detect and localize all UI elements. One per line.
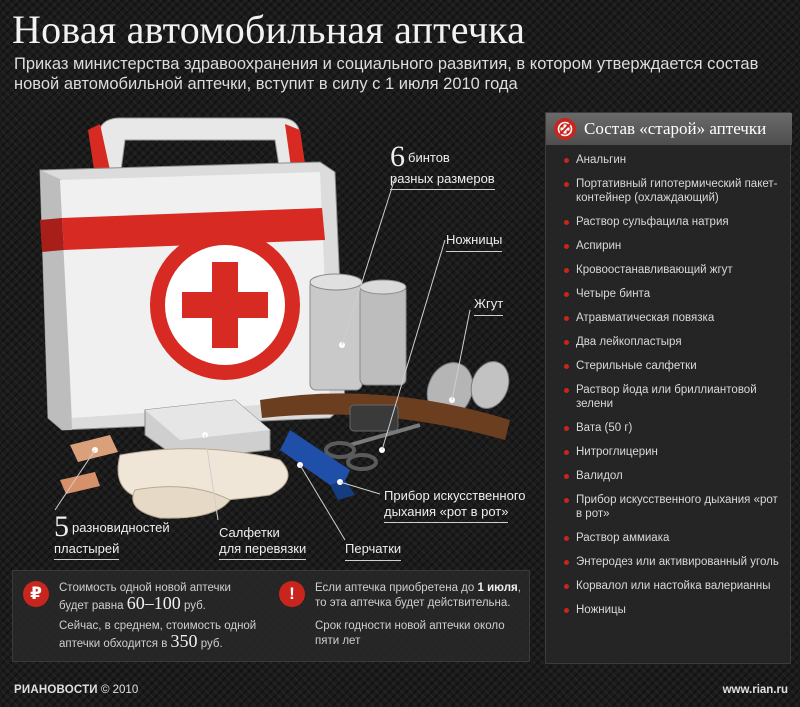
list-item: Раствор сульфацила натрия (546, 215, 792, 229)
info-box (12, 570, 530, 662)
list-item: Два лейкопластыря (546, 335, 792, 349)
ria-logo: РИАНОВОСТИ (14, 684, 98, 696)
ruble-icon: ₽ (23, 581, 49, 607)
label-plasters-line2: пластырей (54, 541, 119, 560)
list-item: Прибор искусственного дыхания «рот в рот» (546, 493, 792, 521)
label-breathing-line2: дыхания «рот в рот» (384, 504, 508, 523)
list-item: Анальгин (546, 153, 792, 167)
list-item: Атравматическая повязка (546, 311, 792, 325)
list-item: Энтеродез или активированный уголь (546, 555, 792, 569)
cost-pre: Стоимость одной новой аптечки будет равна (59, 582, 231, 612)
avg-cost-text (59, 619, 259, 652)
validity-text (315, 581, 525, 611)
cost-post: руб. (183, 600, 206, 612)
label-bandages-number: 6 (390, 140, 405, 173)
footer-logo (14, 684, 138, 696)
label-gloves: Перчатки (345, 541, 401, 561)
cost-value: 60–100 (126, 593, 181, 613)
old-kit-panel (545, 112, 791, 664)
list-item: Кровоостанавливающий жгут (546, 263, 792, 277)
label-bandages-text: бинтов (408, 150, 450, 165)
list-item: Стерильные салфетки (546, 359, 792, 373)
list-item: Нитроглицерин (546, 445, 792, 459)
list-item: Портативный гипотермический пакет-контейнер (охлаждающий) (546, 177, 792, 205)
list-item: Четыре бинта (546, 287, 792, 301)
label-breathing-device (384, 488, 526, 520)
valid-date: 1 июля (477, 582, 518, 594)
label-wipes-line2: для перевязки (219, 541, 306, 560)
label-breathing-line1: Прибор искусственного (384, 488, 526, 503)
avg-pre: Сейчас, в среднем, стоимость одной аптечки обходится в (59, 620, 257, 650)
list-item: Корвалол или настойка валерианны (546, 579, 792, 593)
list-item: Ножницы (546, 603, 792, 617)
valid-post: , то эта аптечка будет действительна. (315, 582, 521, 609)
list-item: Аспирин (546, 239, 792, 253)
old-kit-list (546, 153, 792, 627)
cost-text (59, 581, 259, 614)
avg-post: руб. (200, 638, 223, 650)
list-item: Валидол (546, 469, 792, 483)
page-title: Новая автомобильная аптечка (12, 7, 526, 52)
label-plasters-number: 5 (54, 510, 69, 543)
valid-pre: Если аптечка приобретена до (315, 582, 475, 594)
label-wipes (219, 525, 306, 557)
label-tourniquet: Жгут (474, 296, 503, 316)
ban-cross-icon (554, 118, 576, 140)
label-bandages (390, 140, 495, 187)
old-kit-title: Состав «старой» аптечки (584, 119, 767, 138)
label-bandages-sizes: разных размеров (390, 171, 495, 190)
footer-url[interactable]: www.rian.ru (722, 684, 788, 696)
label-scissors: Ножницы (446, 232, 502, 252)
copyright: © 2010 (100, 684, 139, 696)
page-subtitle: Приказ министерства здравоохранения и социального развития, в котором утверждается состав новой автомобильной аптечки, вступит в силу с 1 июля 2010 года (14, 55, 759, 93)
label-plasters-text: разновидностей (72, 520, 170, 535)
list-item: Раствор аммиака (546, 531, 792, 545)
alert-icon: ! (279, 581, 305, 607)
list-item: Раствор йода или бриллиантовой зелени (546, 383, 792, 411)
expiry-text: Срок годности новой аптечки около пяти лет (315, 620, 505, 647)
label-wipes-line1: Салфетки (219, 525, 280, 540)
list-item: Вата (50 г) (546, 421, 792, 435)
old-kit-header (546, 113, 792, 145)
avg-value: 350 (170, 631, 198, 651)
label-plasters (54, 510, 170, 557)
